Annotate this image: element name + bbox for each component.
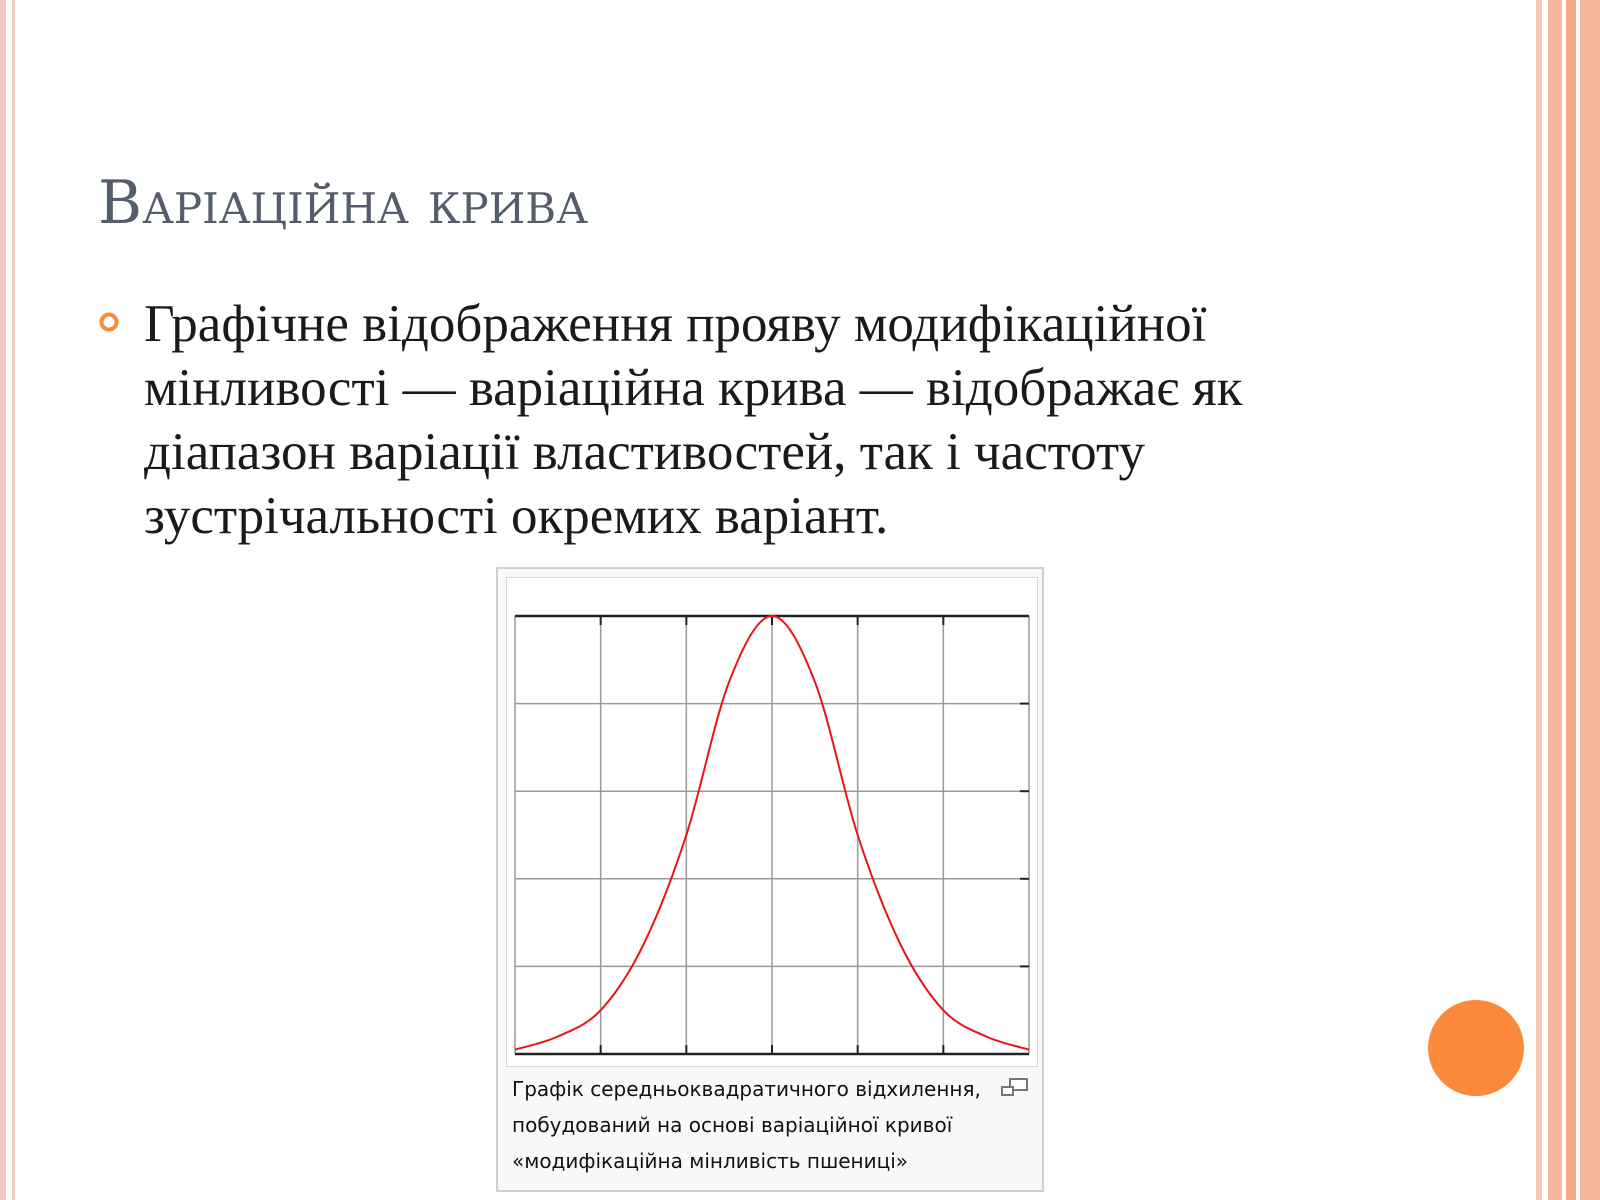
caption-line-2: побудований на основі варіаційної кривої — [512, 1113, 953, 1137]
slide-title: Варіаційна крива — [98, 168, 588, 238]
caption-line-3: «модифікаційна мінливість пшениці» — [512, 1149, 909, 1173]
chart-area — [506, 577, 1038, 1067]
left-decorative-border — [0, 0, 20, 1200]
chart-grid — [515, 616, 1029, 1054]
figure-thumbnail[interactable] — [496, 567, 1044, 1192]
circle-bullet-icon — [98, 311, 120, 333]
enlarge-icon[interactable] — [1000, 1077, 1030, 1099]
right-decorative-stripes — [1530, 0, 1600, 1200]
figure-caption — [512, 1071, 992, 1179]
caption-line-1: Графік середньоквадратичного відхилення, — [512, 1077, 981, 1101]
bullet-text: Графічне відображення прояву модифікаційної мінливості — варіаційна крива — відображає як діапазон варіації властивостей, так і частоту зустрічальності окремих варіант. — [144, 295, 1243, 545]
variation-curve-chart — [507, 578, 1037, 1066]
decorative-orange-circle — [1428, 1000, 1524, 1096]
